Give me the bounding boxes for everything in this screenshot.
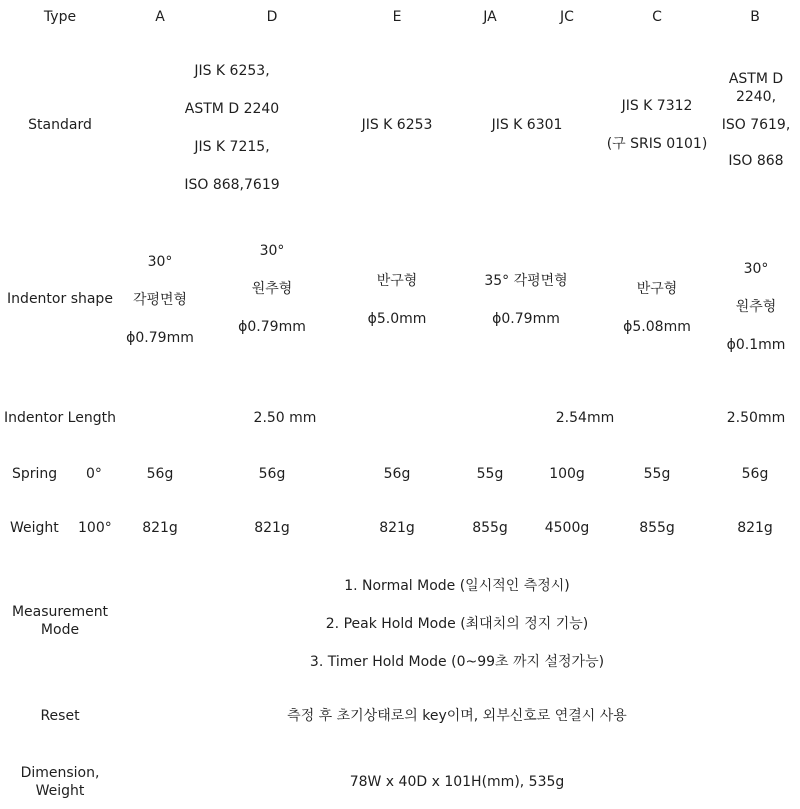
dimension-label [21,764,100,800]
header-type: Type [43,9,77,25]
weight-b: 821g [737,520,773,536]
standard-b-line: ISO 7619, [721,117,791,133]
indentor-shape-e-line: 반구형 [376,273,418,289]
measurement-mode-label-line: Measurement [11,604,109,620]
standard-b-line: ISO 868 [728,153,784,169]
indentor-shape-c-line: ϕ5.08mm [623,319,691,335]
spring-label: Spring [12,466,58,482]
standard-label: Standard [28,117,92,133]
indentor-shape-b [727,250,786,364]
indentor-shape-e-line: ϕ5.0mm [367,311,427,327]
spring-sub-label: 0° [86,466,102,482]
header-jc: JC [560,9,574,25]
spring-jc: 100g [549,466,585,482]
indentor-length-label: Indentor Length [4,410,116,426]
indentor-length-b: 2.50mm [726,410,786,426]
standard-b-line: 2240, [735,89,777,105]
indentor-shape-b-line: 원추형 [735,299,777,315]
weight-ja: 855g [472,520,508,536]
dimension-label-line: Weight [35,783,85,799]
indentor-shape-label: Indentor shape [7,291,113,307]
standard-c-line: JIS K 7312 [621,98,693,114]
indentor-shape-b-line: ϕ0.1mm [726,337,786,353]
spring-c: 55g [643,466,671,482]
indentor-shape-c [623,270,691,346]
header-b: B [750,9,760,25]
header-d: D [266,9,278,25]
standard-b [722,70,791,178]
standard-ad-line: JIS K 7215, [194,139,270,155]
weight-d: 821g [254,520,290,536]
measurement-mode-label [12,603,108,639]
indentor-shape-e [368,262,427,338]
indentor-shape-d-line: 원추형 [251,281,293,297]
indentor-shape-a-line: 각평면형 [132,292,188,308]
standard-b-line: ASTM D [728,71,784,87]
standard-ad-line: JIS K 6253, [194,63,270,79]
reset-value: 측정 후 초기상태로의 key이며, 외부신호로 연결시 사용 [287,708,627,724]
reset-label: Reset [40,708,80,724]
indentor-shape-d [238,232,306,346]
header-c: C [652,9,662,25]
indentor-shape-jajc-line: ϕ0.79mm [492,311,560,327]
weight-sub-label: 100° [78,520,112,536]
measurement-mode-item: 1. Normal Mode (일시적인 측정시) [344,578,570,594]
measurement-mode-label-line: Mode [40,622,80,638]
weight-c: 855g [639,520,675,536]
indentor-shape-jajc [484,262,567,338]
spring-a: 56g [146,466,174,482]
indentor-shape-jajc-line: 35° 각평면형 [484,273,568,289]
header-a: A [155,9,165,25]
standard-c-line: (구 SRIS 0101) [606,136,708,152]
standard-ad [184,52,279,204]
indentor-length-ad: 2.50 mm [253,410,317,426]
weight-e: 821g [379,520,415,536]
indentor-shape-d-line: ϕ0.79mm [238,319,306,335]
weight-a: 821g [142,520,178,536]
measurement-mode-item: 3. Timer Hold Mode (0~99초 까지 설정가능) [309,654,605,670]
spring-ja: 55g [476,466,504,482]
standard-ad-line: ISO 868,7619 [184,177,280,193]
dimension-value: 78W x 40D x 101H(mm), 535g [349,774,565,790]
standard-ad-line: ASTM D 2240 [184,101,280,117]
indentor-length-jajc: 2.54mm [555,410,615,426]
spring-e: 56g [383,466,411,482]
indentor-shape-a [126,243,194,357]
weight-jc: 4500g [544,520,590,536]
standard-e: JIS K 6253 [361,117,433,133]
spring-d: 56g [258,466,286,482]
indentor-shape-a-line: 30° [147,254,173,270]
dimension-label-line: Dimension, [20,765,100,781]
indentor-shape-d-line: 30° [259,243,285,259]
indentor-shape-c-line: 반구형 [636,281,678,297]
standard-jajc: JIS K 6301 [491,117,563,133]
spring-b: 56g [741,466,769,482]
header-ja: JA [483,9,497,25]
measurement-mode-item: 2. Peak Hold Mode (최대치의 정지 기능) [325,616,589,632]
standard-c [607,87,708,163]
measurement-modes [310,567,604,681]
indentor-shape-b-line: 30° [743,261,769,277]
indentor-shape-a-line: ϕ0.79mm [126,330,194,346]
header-e: E [392,9,402,25]
weight-label: Weight [10,520,59,536]
